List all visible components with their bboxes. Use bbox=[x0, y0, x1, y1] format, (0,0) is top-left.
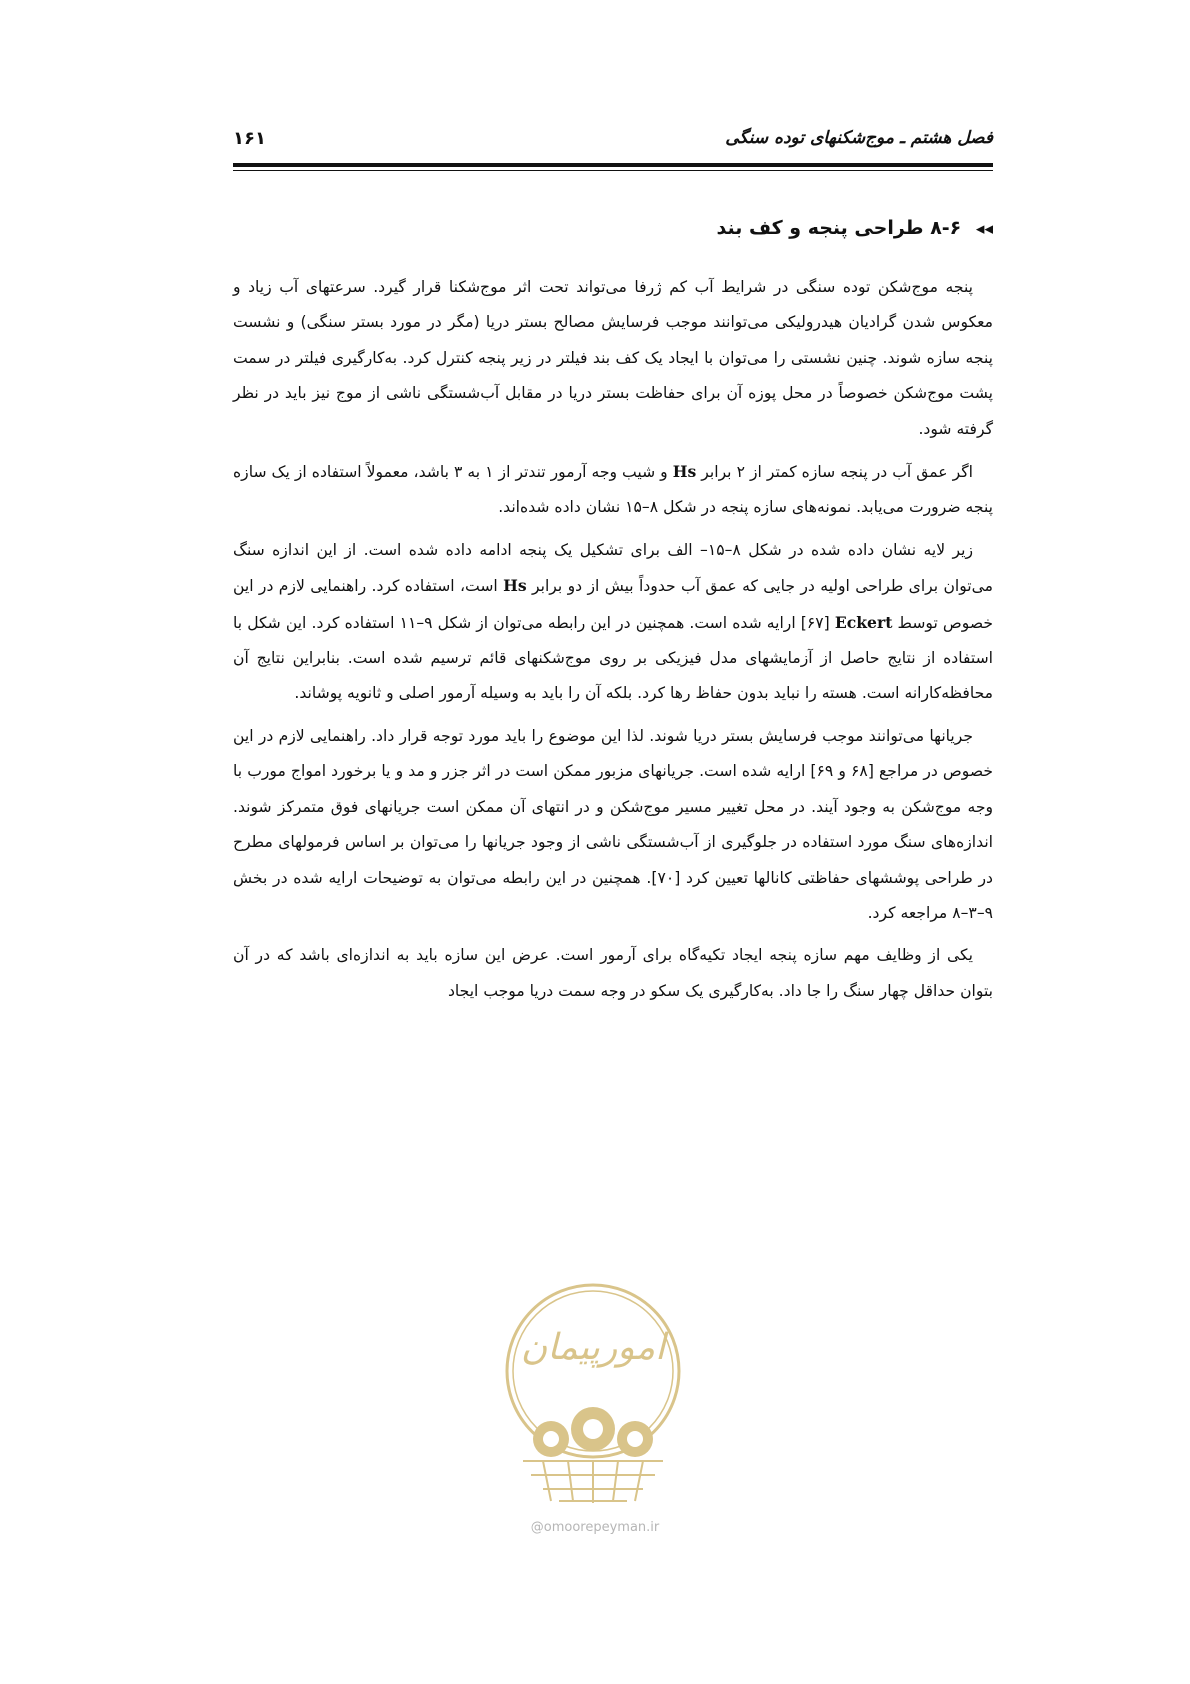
paragraph-2 bbox=[233, 454, 993, 526]
running-header bbox=[233, 128, 993, 158]
chapter-title: فصل هشتم ـ موج‌شکنهای توده سنگی bbox=[725, 128, 993, 148]
section-heading bbox=[233, 217, 993, 239]
symbol-hs: Hs bbox=[672, 462, 697, 482]
symbol-hs: Hs bbox=[503, 576, 527, 596]
watermark-logo-text: امورپیمان bbox=[520, 1327, 666, 1368]
paragraph-5: یکی از وظایف مهم سازه پنجه ایجاد تکیه‌گاه برای آرمور است. عرض این سازه باید به اندازه‌ای باشد که در آن بتوان حداقل چهار سنگ را جا داد. به‌کارگیری یک سکو در وجه سمت دریا موجب ایجاد bbox=[233, 946, 993, 1000]
author-eckert: Eckert bbox=[834, 612, 893, 632]
paragraph-3-part-a: زیر لایه نشان داده شده در شکل ۸–۱۵– الف برای تشکیل یک پنجه ادامه داده شده است. از این اندازه سنگ می‌توان برای طراحی اولیه در جایی که عمق آب حدوداً بیش از دو برابر bbox=[233, 540, 993, 596]
paragraph-3-part-b: است، استفاده کرد. راهنمایی لازم در این خصوص توسط bbox=[233, 577, 994, 632]
paragraph-4: جریانها می‌توانند موجب فرسایش بستر دریا شوند. لذا این موضوع را باید مورد توجه قرار داد. راهنمایی لازم در این خصوص در مراجع [۶۸ و ۶۹] ارایه شده است. جریانهای مزبور ممکن است در اثر جزر و مد و یا برخورد امواج مورب با وجه موج‌شکن به وجود آیند. در محل تغییر مسیر موج‌شکن و در انتهای آن ممکن است جریانهای فوق متمرکز شوند. اندازه‌های سنگ مورد استفاده در جلوگیری از آب‌شستگی ناشی از وجود جریانها را می‌توان بر اساس فرمولهای مطرح در طراحی پوششهای حفاظتی کانالها تعیین کرد [۷۰]. همچنین در این رابطه می‌توان به توضیحات ارایه شده در بخش ۹–۳–۸ مراجعه کرد. bbox=[233, 726, 994, 922]
double-arrow-icon: ◂◂ bbox=[975, 219, 993, 239]
paragraph-3-part-c: [۶۷] ارایه شده است. همچنین در این رابطه می‌توان از شکل ۹–۱۱ استفاده کرد. این شکل با استفاده از نتایج حاصل از آزمایشهای مدل فیزیکی بر روی موج‌شکنهای قائم ترسیم شده است. بنابراین نتایج آن محافظه‌کارانه است. هسته را نباید بدون حفاظ رها کرد. بلکه آن را باید به وسیله آرمور اصلی و ثانویه پوشاند. bbox=[233, 613, 993, 703]
paragraph-2-part-b: و شیب وجه آرمور تندتر از ۱ به ۳ باشد، معمولاً استفاده از یک سازه پنجه ضرورت می‌یابد. نمونه‌های سازه پنجه در شکل ۸–۱۵ نشان داده شده‌اند. bbox=[233, 463, 993, 517]
section-title: ۸-۶ طراحی پنجه و کف بند bbox=[716, 217, 962, 239]
paragraph-2-part-a: اگر عمق آب در پنجه سازه کمتر از ۲ برابر bbox=[696, 463, 973, 482]
body-text bbox=[233, 270, 993, 1016]
watermark-caption: @omoorepeyman.ir bbox=[530, 1520, 660, 1535]
paragraph-3 bbox=[233, 533, 993, 712]
page-number: ۱۶۱ bbox=[233, 128, 266, 149]
header-rule-thick bbox=[233, 163, 993, 167]
paragraph-1: پنجه موج‌شکن توده سنگی در شرایط آب کم ژرفا می‌تواند تحت اثر موج‌شکنا قرار گیرد. سرعتهای آب زیاد و معکوس شدن گرادیان هیدرولیکی می‌توانند موجب فرسایش مصالح بستر دریا (مگر در مورد بستر سنگی) و نشست پنجه سازه شوند. چنین نشستی را می‌توان با ایجاد یک کف بند فیلتر در زیر پنجه کنترل کرد. به‌کارگیری فیلتر در سمت پشت موج‌شکن خصوصاً در محل پوزه آن برای حفاظت بستر دریا در مقابل آب‌شستگی ناشی از موج نیز باید در نظر گرفته شود. bbox=[233, 278, 993, 438]
watermark-logo bbox=[493, 1279, 693, 1514]
header-rule-thin bbox=[233, 170, 993, 171]
omoorepeyman-logo-icon bbox=[493, 1279, 693, 1514]
